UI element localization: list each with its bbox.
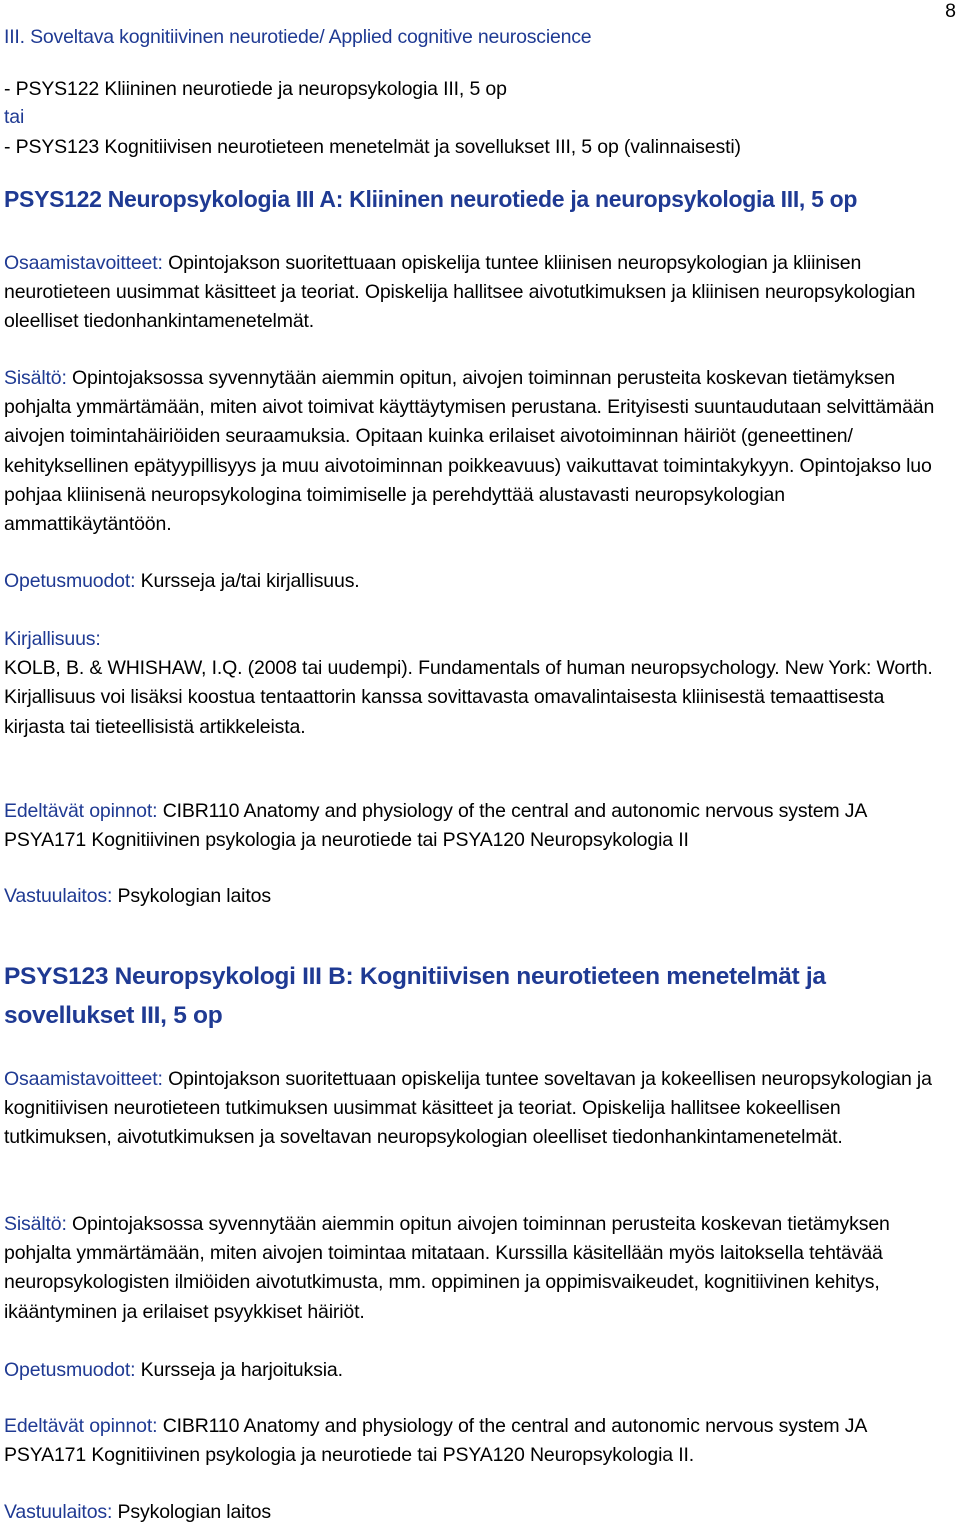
course1-objectives-text: Opintojakson suoritettuaan opiskelija tuntee kliinisen neuropsykologian ja kliinisen neurotieteen uusimmat käsitteet ja teoriat. Opiskelija hallitsee aivotutkimuksen ja kliinisen neuropsykologian oleelliset tiedonhankintamenetelmät. (4, 252, 916, 333)
course2-dept-label: Vastuulaitos: (4, 1501, 113, 1523)
course1-teaching (4, 567, 944, 596)
page-header-title: III. Soveltava kognitiivinen neurotiede/ Applied cognitive neuroscience (4, 26, 592, 48)
course2-prereq-label: Edeltävät opinnot: (4, 1415, 158, 1437)
option-or-word: tai (4, 106, 25, 128)
course1-literature (4, 625, 944, 742)
course1-heading: PSYS122 Neuropsykologia III A: Kliininen neurotiede ja neuropsykologia III, 5 op (4, 186, 858, 212)
course1-content-label: Sisältö: (4, 367, 67, 389)
course1-dept-text: Psykologian laitos (112, 885, 271, 907)
course2-objectives-text: Opintojakson suoritettuaan opiskelija tuntee soveltavan ja kokeellisen neuropsykologian ja kognitiivisen neurotieteen tutkimuksen uusimmat käsitteet ja teoriat. Opiskelija hallitsee kokeellisen tutkimuksen, aivotutkimuksen ja soveltavan neuropsykologian oleelliset tiedonhankintamenetelmät. (4, 1068, 932, 1149)
course1-content-text: Opintojaksossa syvennytään aiemmin opitun, aivojen toiminnan perusteita koskevan tietämyksen pohjalta ymmärtämään, miten aivot toimivat käyttäytymisen perustana. Erityisesti suuntaudutaan selvittämään aivojen toimintahäiriöiden seuraamuksia. Opitaan kuinka erilaiset aivotoiminnan häiriöt (geneettinen/ kehityksellinen epätyypillisyys ja muu aivotoiminnan poikkeavuus) vaikuttavat toimintakykyyn. Opintojakso luo pohjaa kliinisenä neuropsykologina toimimiselle ja perehdyttää alustavasti neuropsykologian ammattikäytäntöön. (4, 367, 935, 536)
course2-objectives (4, 1065, 944, 1153)
course1-prereq-text: CIBR110 Anatomy and physiology of the central and autonomic nervous system JA PSYA171 Kognitiivinen psykologia ja neurotiede tai PSYA120 Neuropsykologia II (4, 800, 867, 852)
course2-teaching-text: Kursseja ja harjoituksia. (135, 1359, 343, 1381)
course2-dept-text: Psykologian laitos (112, 1501, 271, 1523)
course2-content-text: Opintojaksossa syvennytään aiemmin opitun aivojen toiminnan perusteita koskevan tietämyksen pohjalta ymmärtämään, miten aivojen toimintaa mitataan. Kurssilla käsitellään myös laitoksella tehtävää neuropsykologisten ilmiöiden aivotutkimusta, mm. oppiminen ja oppimisvaikeudet, kognitiivinen kehitys, ikääntyminen ja erilaiset psyykkiset häiriöt. (4, 1213, 890, 1323)
course1-dept-label: Vastuulaitos: (4, 885, 113, 907)
course1-content (4, 364, 944, 539)
course2-teaching-label: Opetusmuodot: (4, 1359, 136, 1381)
course2-teaching (4, 1356, 944, 1385)
course1-dept (4, 882, 944, 911)
course2-content-label: Sisältö: (4, 1213, 67, 1235)
option-psys122: - PSYS122 Kliininen neurotiede ja neuropsykologia III, 5 op (4, 78, 507, 100)
course1-objectives (4, 249, 944, 337)
course1-literature-ref: KOLB, B. & WHISHAW, I.Q. (2008 tai uudempi). Fundamentals of human neuropsychology. New York: Worth. (4, 657, 933, 680)
course2-dept (4, 1498, 944, 1527)
page-number: 8 (945, 0, 956, 22)
course1-teaching-text: Kursseja ja/tai kirjallisuus. (135, 570, 360, 592)
course1-prereq (4, 797, 944, 855)
course2-heading: PSYS123 Neuropsykologi III B: Kognitiivisen neurotieteen menetelmät ja sovellukset III, 5 op (4, 963, 826, 1029)
option-psys123: - PSYS123 Kognitiivisen neurotieteen menetelmät ja sovellukset III, 5 op (valinnaisesti) (4, 136, 741, 158)
course1-teaching-label: Opetusmuodot: (4, 570, 136, 592)
course1-literature-note: Kirjallisuus voi lisäksi koostua tentaattorin kanssa sovittavasta omavalintaisesta kliinisestä temaattisesta kirjasta tai tieteellisistä artikkeleista. (4, 686, 885, 738)
course2-content (4, 1210, 944, 1327)
course2-prereq-text: CIBR110 Anatomy and physiology of the central and autonomic nervous system JA PSYA171 Kognitiivinen psykologia ja neurotiede tai PSYA120 Neuropsykologia II. (4, 1415, 867, 1467)
course1-prereq-label: Edeltävät opinnot: (4, 800, 158, 822)
course1-literature-label: Kirjallisuus: (4, 628, 101, 650)
course1-objectives-label: Osaamistavoitteet: (4, 252, 163, 274)
course2-prereq (4, 1412, 944, 1470)
course2-objectives-label: Osaamistavoitteet: (4, 1068, 163, 1090)
